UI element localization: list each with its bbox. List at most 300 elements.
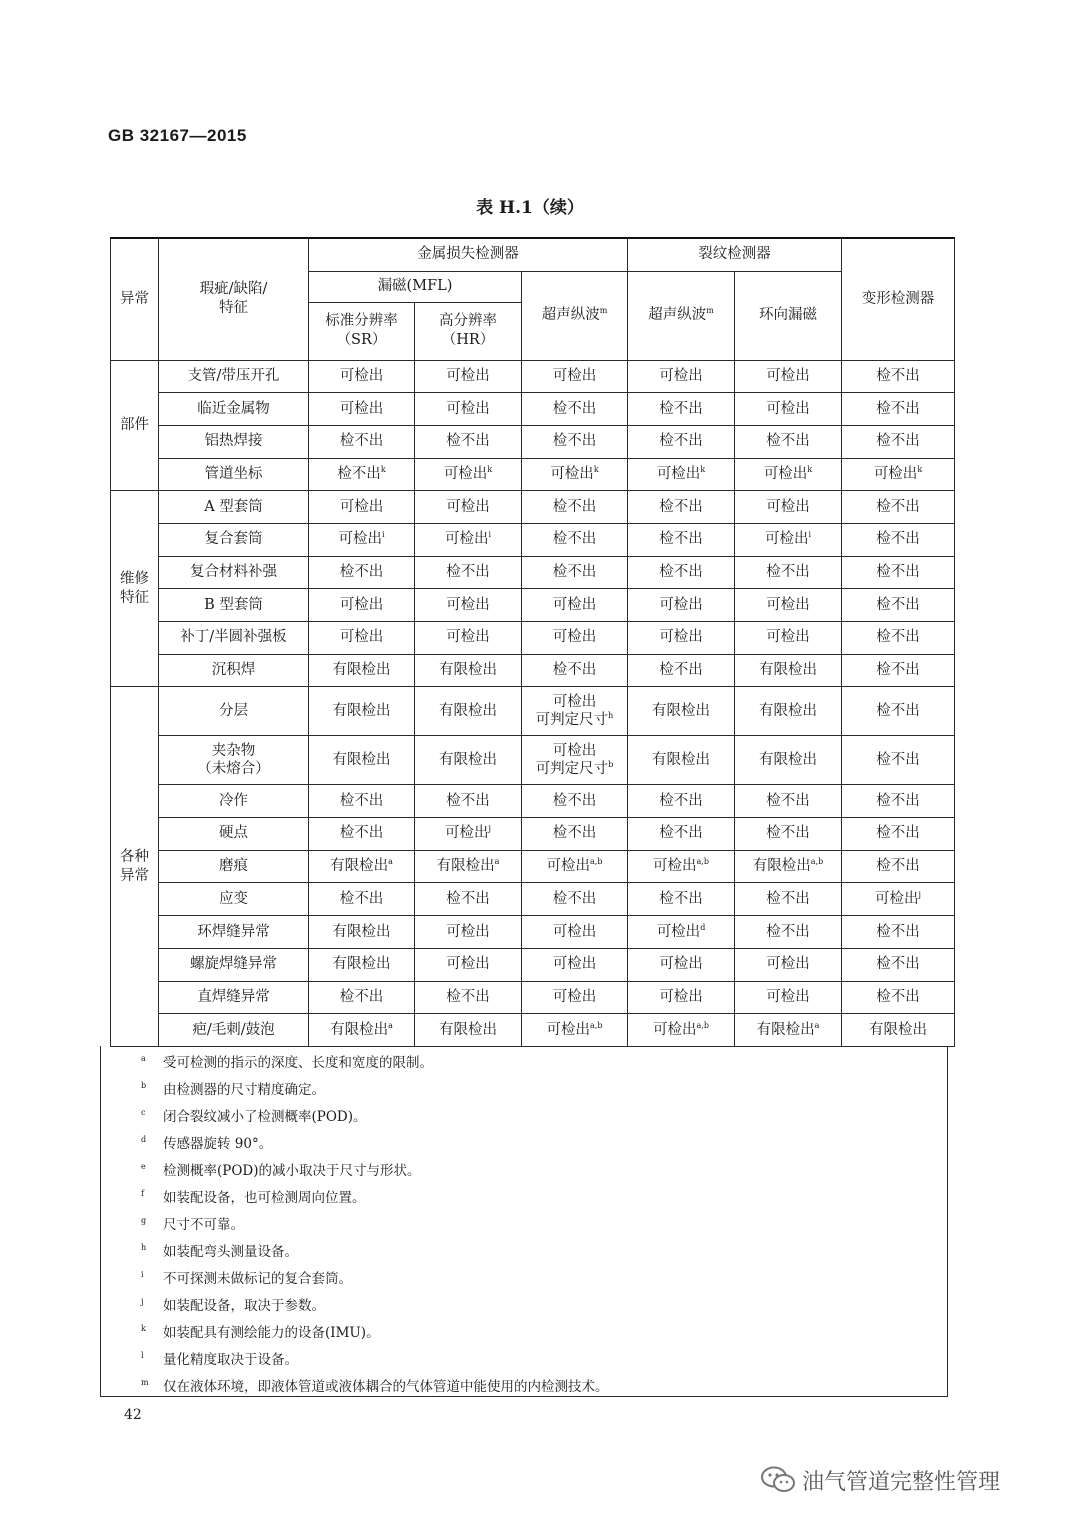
cell-deformation [842, 393, 955, 426]
cell-value: 检不出 [876, 702, 920, 719]
footnote-item [141, 1077, 325, 1104]
cell-value: 有限检出 [652, 751, 710, 768]
cell-value: 检不出 [659, 825, 703, 842]
cell-sr [309, 360, 415, 393]
cell-value: 检不出 [339, 564, 384, 581]
header-deformation: 变形检测器 [842, 238, 955, 360]
cell-value: 可检出$^{a,b}$ [546, 1020, 603, 1038]
cell-sr [309, 458, 415, 491]
cell-cmfl [735, 818, 842, 851]
cell-ut-wall [522, 687, 628, 736]
feature-text: 沉积焊 [211, 662, 256, 679]
feature-text: A 型套筒 [204, 498, 263, 515]
cell-hr [415, 556, 522, 589]
cell-value: 检不出 [339, 825, 384, 842]
footnote-mark: m [141, 1378, 149, 1387]
cell-value: 检不出 [659, 564, 703, 581]
cell-ut-wall [522, 736, 628, 785]
footnote-text: 由检测器的尺寸精度确定。 [163, 1082, 325, 1098]
cell-ut-crack [628, 589, 735, 622]
watermark-text: 油气管道完整性管理 [802, 1469, 1001, 1495]
cell-value: 可检出 [766, 367, 810, 384]
footnote-item [141, 1320, 380, 1347]
cell-value: 有限检出 [759, 702, 817, 719]
cell-value: 检不出 [552, 564, 597, 581]
feature-text: 分层 [219, 702, 248, 719]
feature-text: 磨痕 [219, 858, 248, 875]
cell-ut-crack [628, 360, 735, 393]
table-row [111, 736, 955, 785]
cell-value: 检不出$^k$ [337, 465, 386, 482]
cell-value: 检不出 [659, 531, 703, 548]
cell-hr [415, 818, 522, 851]
feature-cell [159, 981, 309, 1014]
cell-ut-crack [628, 425, 735, 458]
cell-cmfl [735, 883, 842, 916]
cell-value: 检不出 [766, 792, 810, 809]
feature-text: 管道坐标 [204, 465, 263, 482]
header-anomaly: 异常 [111, 238, 159, 360]
detection-capability-table [110, 237, 955, 1047]
cell-value: 可检出$^k$ [873, 465, 923, 482]
footnote-mark: d [141, 1135, 147, 1144]
cell-value: 检不出 [659, 498, 703, 515]
table-row [111, 556, 955, 589]
cell-hr [415, 393, 522, 426]
feature-text: 硬点 [219, 825, 248, 842]
cell-value: 有限检出 [332, 702, 391, 719]
cell-sr [309, 1014, 415, 1047]
cell-ut-wall [522, 948, 628, 981]
cell-value: 可检出 [766, 596, 810, 613]
footnote-text: 量化精度取决于设备。 [163, 1352, 298, 1368]
cell-value: 可检出 [552, 693, 597, 710]
cell-value: 可检出 [659, 956, 703, 973]
feature-cell [159, 393, 309, 426]
footnote-mark: a [141, 1054, 146, 1063]
cell-value: 检不出 [552, 433, 597, 450]
group-label-line: 各种 [120, 848, 149, 865]
cell-hr [415, 491, 522, 524]
cell-deformation [842, 736, 955, 785]
feature-text: 复合材料补强 [190, 564, 277, 581]
footnote-mark: g [141, 1216, 147, 1225]
watermark [760, 1460, 1000, 1500]
feature-cell [159, 425, 309, 458]
cell-value: 可检出$^i$ [338, 530, 385, 548]
feature-cell [159, 556, 309, 589]
header-hr-line2: （HR） [441, 332, 495, 348]
footnote-mark: i [141, 1270, 144, 1279]
footnote-mark: d [700, 922, 706, 932]
feature-cell [159, 883, 309, 916]
cell-hr [415, 785, 522, 818]
cell-value: 检不出 [339, 988, 384, 1005]
footnote-text: 如装配具有测绘能力的设备(IMU)。 [163, 1325, 380, 1341]
cell-cmfl [735, 589, 842, 622]
footnote-mark: m [706, 306, 714, 316]
table-row [111, 523, 955, 556]
cell-ut-wall [522, 393, 628, 426]
cell-value: 检不出 [876, 792, 920, 809]
cell-value: 有限检出$^a$ [330, 857, 393, 875]
cell-ut-crack [628, 948, 735, 981]
cell-value: 检不出 [552, 662, 597, 679]
footnote-mark: i [808, 530, 812, 540]
footnote-mark: j [488, 824, 491, 834]
cell-hr [415, 948, 522, 981]
cell-value: 可判定尺寸$^h$ [535, 711, 614, 729]
footnote-mark: e [141, 1162, 146, 1171]
cell-value: 检不出 [876, 825, 920, 842]
cell-sr [309, 491, 415, 524]
cell-deformation [842, 916, 955, 949]
cell-value: 可检出 [446, 400, 490, 417]
cell-ut-wall [522, 883, 628, 916]
cell-value: 有限检出 [439, 1021, 497, 1038]
table-row [111, 491, 955, 524]
table-row [111, 393, 955, 426]
cell-value: 检不出 [766, 825, 810, 842]
footnote-mark: a [494, 857, 500, 867]
cell-hr [415, 883, 522, 916]
cell-value: 可检出$^k$ [550, 465, 599, 482]
table-row [111, 948, 955, 981]
cell-value: 有限检出$^a$ [330, 1020, 393, 1038]
footnote-item [141, 1266, 352, 1293]
feature-text: 复合套筒 [204, 531, 263, 548]
group-label-line: 异常 [120, 867, 149, 884]
feature-cell [159, 850, 309, 883]
cell-cmfl [735, 556, 842, 589]
footnote-text: 检测概率(POD)的减小取决于尺寸与形状。 [163, 1163, 421, 1179]
cell-value: 可检出 [766, 498, 810, 515]
cell-ut-wall [522, 916, 628, 949]
cell-value: 可检出 [766, 988, 810, 1005]
footnote-mark: a,b [696, 857, 709, 867]
cell-value: 可检出 [339, 400, 384, 417]
cell-value: 可检出$^k$ [763, 465, 813, 482]
cell-value: 有限检出 [332, 923, 391, 940]
cell-value: 检不出 [766, 564, 810, 581]
cell-cmfl [735, 654, 842, 687]
footnote-mark: k [141, 1324, 146, 1333]
cell-sr [309, 523, 415, 556]
feature-cell [159, 360, 309, 393]
cell-value: 可检出 [552, 988, 597, 1005]
cell-value: 检不出 [339, 433, 384, 450]
footnote-mark: a,b [590, 1020, 603, 1030]
cell-value: 检不出 [659, 792, 703, 809]
cell-value: 可检出 [339, 596, 384, 613]
table-row [111, 425, 955, 458]
cell-ut-wall [522, 360, 628, 393]
header-ut-wall [522, 271, 628, 360]
table-row [111, 1014, 955, 1047]
feature-text: B 型套筒 [204, 596, 263, 613]
cell-ut-crack [628, 393, 735, 426]
cell-deformation [842, 818, 955, 851]
cell-value: 可检出 [339, 367, 384, 384]
feature-text: 夹杂物 [211, 742, 256, 759]
table-row [111, 818, 955, 851]
feature-cell [159, 491, 309, 524]
cell-sr [309, 589, 415, 622]
cell-deformation [842, 425, 955, 458]
cell-value: 检不出 [339, 890, 384, 907]
footnote-mark: a [388, 857, 393, 867]
footnote-mark: a,b [696, 1020, 709, 1030]
cell-value: 可检出$^i$ [444, 530, 492, 548]
cell-value: 有限检出 [332, 662, 391, 679]
footnote-text: 受可检测的指示的深度、长度和宽度的限制。 [163, 1055, 433, 1071]
cell-cmfl [735, 523, 842, 556]
cell-cmfl [735, 981, 842, 1014]
cell-ut-crack [628, 458, 735, 491]
cell-deformation [842, 523, 955, 556]
cell-cmfl [735, 916, 842, 949]
feature-text: 补丁/半圆补强板 [180, 629, 287, 646]
cell-value: 有限检出$^a$ [436, 857, 500, 875]
cell-deformation [842, 883, 955, 916]
cell-value: 可检出$^j$ [445, 824, 491, 842]
cell-ut-wall [522, 556, 628, 589]
cell-deformation [842, 556, 955, 589]
footnote-item [141, 1347, 298, 1374]
cell-value: 可检出$^j$ [875, 890, 921, 907]
footnote-text: 闭合裂纹减小了检测概率(POD)。 [163, 1109, 367, 1125]
cell-value: 检不出 [552, 890, 597, 907]
feature-text: 支管/带压开孔 [187, 367, 280, 384]
cell-value: 可检出 [766, 400, 810, 417]
cell-value: 检不出 [446, 433, 490, 450]
cell-value: 检不出 [552, 792, 597, 809]
footnote-mark: m [599, 306, 608, 316]
cell-cmfl [735, 491, 842, 524]
cell-ut-crack [628, 850, 735, 883]
cell-value: 检不出 [766, 923, 810, 940]
footnote-item [141, 1293, 325, 1320]
cell-ut-crack [628, 654, 735, 687]
cell-deformation [842, 622, 955, 655]
header-hr-line1: 高分辨率 [439, 313, 497, 330]
feature-text: 临近金属物 [197, 400, 270, 417]
cell-value: 可判定尺寸$^b$ [535, 760, 614, 778]
feature-text: 直焊缝异常 [197, 988, 270, 1005]
cell-ut-crack [628, 523, 735, 556]
cell-value: 有限检出 [759, 751, 817, 768]
cell-cmfl [735, 687, 842, 736]
cell-value: 检不出 [876, 923, 920, 940]
cell-sr [309, 556, 415, 589]
cell-value: 检不出 [552, 498, 597, 515]
footnote-item [141, 1374, 609, 1401]
cell-deformation [842, 654, 955, 687]
cell-value: 有限检出 [332, 956, 391, 973]
footnote-mark: k [593, 465, 599, 475]
cell-ut-wall [522, 523, 628, 556]
cell-value: 有限检出 [439, 702, 497, 719]
cell-value: 可检出$^i$ [764, 530, 812, 548]
cell-ut-crack [628, 1014, 735, 1047]
cell-sr [309, 425, 415, 458]
cell-cmfl [735, 850, 842, 883]
footnote-mark: k [700, 465, 706, 475]
cell-ut-crack [628, 883, 735, 916]
cell-value: 可检出 [659, 367, 703, 384]
cell-ut-crack [628, 556, 735, 589]
feature-cell [159, 736, 309, 785]
footnote-mark: b [141, 1081, 147, 1090]
cell-value: 检不出 [659, 400, 703, 417]
cell-value: 可检出 [552, 629, 597, 646]
cell-value: 可检出$^k$ [656, 465, 706, 482]
cell-value: 可检出$^k$ [443, 465, 493, 482]
footnote-item [141, 1104, 367, 1131]
cell-hr [415, 916, 522, 949]
footnote-mark: j [141, 1297, 144, 1306]
cell-deformation [842, 948, 955, 981]
header-hr [415, 302, 522, 360]
footnote-mark: a,b [590, 857, 603, 867]
cell-cmfl [735, 785, 842, 818]
table-title: 表 H.1（续） [476, 198, 584, 218]
cell-sr [309, 736, 415, 785]
cell-value: 检不出 [876, 400, 920, 417]
cell-value: 检不出 [766, 890, 810, 907]
footnote-mark: h [141, 1243, 147, 1252]
cell-hr [415, 1014, 522, 1047]
cell-value: 可检出 [552, 742, 597, 759]
cell-hr [415, 458, 522, 491]
feature-cell [159, 589, 309, 622]
cell-ut-wall [522, 981, 628, 1014]
footnote-mark: f [141, 1189, 144, 1198]
cell-ut-wall [522, 458, 628, 491]
cell-ut-wall [522, 654, 628, 687]
cell-value: 可检出 [552, 596, 597, 613]
cell-deformation [842, 458, 955, 491]
cell-value: 检不出 [552, 825, 597, 842]
cell-value: 可检出 [659, 596, 703, 613]
cell-ut-crack [628, 491, 735, 524]
footnote-text: 仅在液体环境，即液体管道或液体耦合的气体管道中能使用的内检测技术。 [163, 1379, 609, 1395]
cell-ut-wall [522, 785, 628, 818]
footnote-text: 尺寸不可靠。 [163, 1217, 244, 1233]
footnote-mark: a [814, 1020, 820, 1030]
header-sr-line1: 标准分辨率 [325, 313, 398, 330]
table-row [111, 687, 955, 736]
footnote-mark: i [488, 530, 492, 540]
feature-cell [159, 523, 309, 556]
feature-cell [159, 622, 309, 655]
cell-value: 检不出 [876, 433, 920, 450]
cell-value: 检不出 [876, 858, 920, 875]
standard-code: GB 32167—2015 [108, 126, 247, 145]
feature-text: 铝热焊接 [204, 433, 263, 450]
cell-cmfl [735, 622, 842, 655]
feature-text: 环焊缝异常 [197, 923, 270, 940]
header-sr [309, 302, 415, 360]
feature-cell [159, 1014, 309, 1047]
cell-value: 可检出 [446, 956, 490, 973]
cell-value: 可检出$^{a,b}$ [653, 1020, 709, 1038]
cell-value: 可检出$^{a,b}$ [653, 857, 709, 875]
cell-value: 检不出 [876, 564, 920, 581]
cell-value: 检不出 [552, 400, 597, 417]
footnote-text: 传感器旋转 90°。 [163, 1136, 273, 1152]
cell-cmfl [735, 360, 842, 393]
cell-ut-wall [522, 1014, 628, 1047]
footnote-item [141, 1131, 272, 1158]
cell-cmfl [735, 1014, 842, 1047]
cell-sr [309, 785, 415, 818]
cell-value: 可检出 [766, 629, 810, 646]
cell-value: 检不出 [659, 662, 703, 679]
cell-ut-crack [628, 687, 735, 736]
cell-ut-crack [628, 622, 735, 655]
cell-cmfl [735, 425, 842, 458]
footnote-mark: k [487, 465, 493, 475]
cell-hr [415, 654, 522, 687]
cell-value: 检不出 [876, 629, 920, 646]
cell-value: 检不出 [876, 751, 920, 768]
cell-ut-wall [522, 491, 628, 524]
cell-hr [415, 687, 522, 736]
feature-text: 应变 [219, 890, 248, 907]
cell-value: 有限检出 [869, 1021, 927, 1038]
cell-ut-wall [522, 850, 628, 883]
cell-value: 检不出 [876, 988, 920, 1005]
cell-value: 可检出 [446, 596, 490, 613]
cell-deformation [842, 981, 955, 1014]
feature-text: 疤/毛刺/鼓泡 [192, 1021, 275, 1038]
header-feature-label: 瑕疵/缺陷/ 特征 [199, 281, 268, 317]
cell-value: 有限检出 [759, 662, 817, 679]
table-row [111, 883, 955, 916]
cell-value: 有限检出 [332, 751, 391, 768]
cell-hr [415, 425, 522, 458]
cell-value: 检不出 [552, 531, 597, 548]
feature-cell [159, 785, 309, 818]
feature-cell [159, 818, 309, 851]
cell-ut-wall [522, 589, 628, 622]
cell-value: 可检出 [659, 988, 703, 1005]
cell-deformation [842, 687, 955, 736]
group-label: 部件 [111, 360, 159, 491]
cell-value: 检不出 [339, 792, 384, 809]
table-row [111, 981, 955, 1014]
cell-value: 有限检出 [439, 751, 497, 768]
cell-value: 可检出$^{a,b}$ [546, 857, 603, 875]
cell-value: 可检出$^d$ [656, 922, 706, 940]
table-row [111, 850, 955, 883]
header-mfl: 漏磁(MFL) [309, 271, 522, 302]
table-row [111, 785, 955, 818]
cell-value: 检不出 [446, 564, 490, 581]
cell-value: 有限检出 [439, 662, 497, 679]
cell-value: 检不出 [876, 531, 920, 548]
cell-ut-wall [522, 622, 628, 655]
cell-sr [309, 916, 415, 949]
page-number: 42 [124, 1407, 142, 1423]
feature-text: （未熔合） [197, 761, 270, 778]
cell-hr [415, 360, 522, 393]
cell-deformation [842, 589, 955, 622]
footnote-mark: k [807, 465, 813, 475]
footnote-text: 如装配设备，也可检测周向位置。 [163, 1190, 366, 1206]
footnote-item [141, 1158, 421, 1185]
